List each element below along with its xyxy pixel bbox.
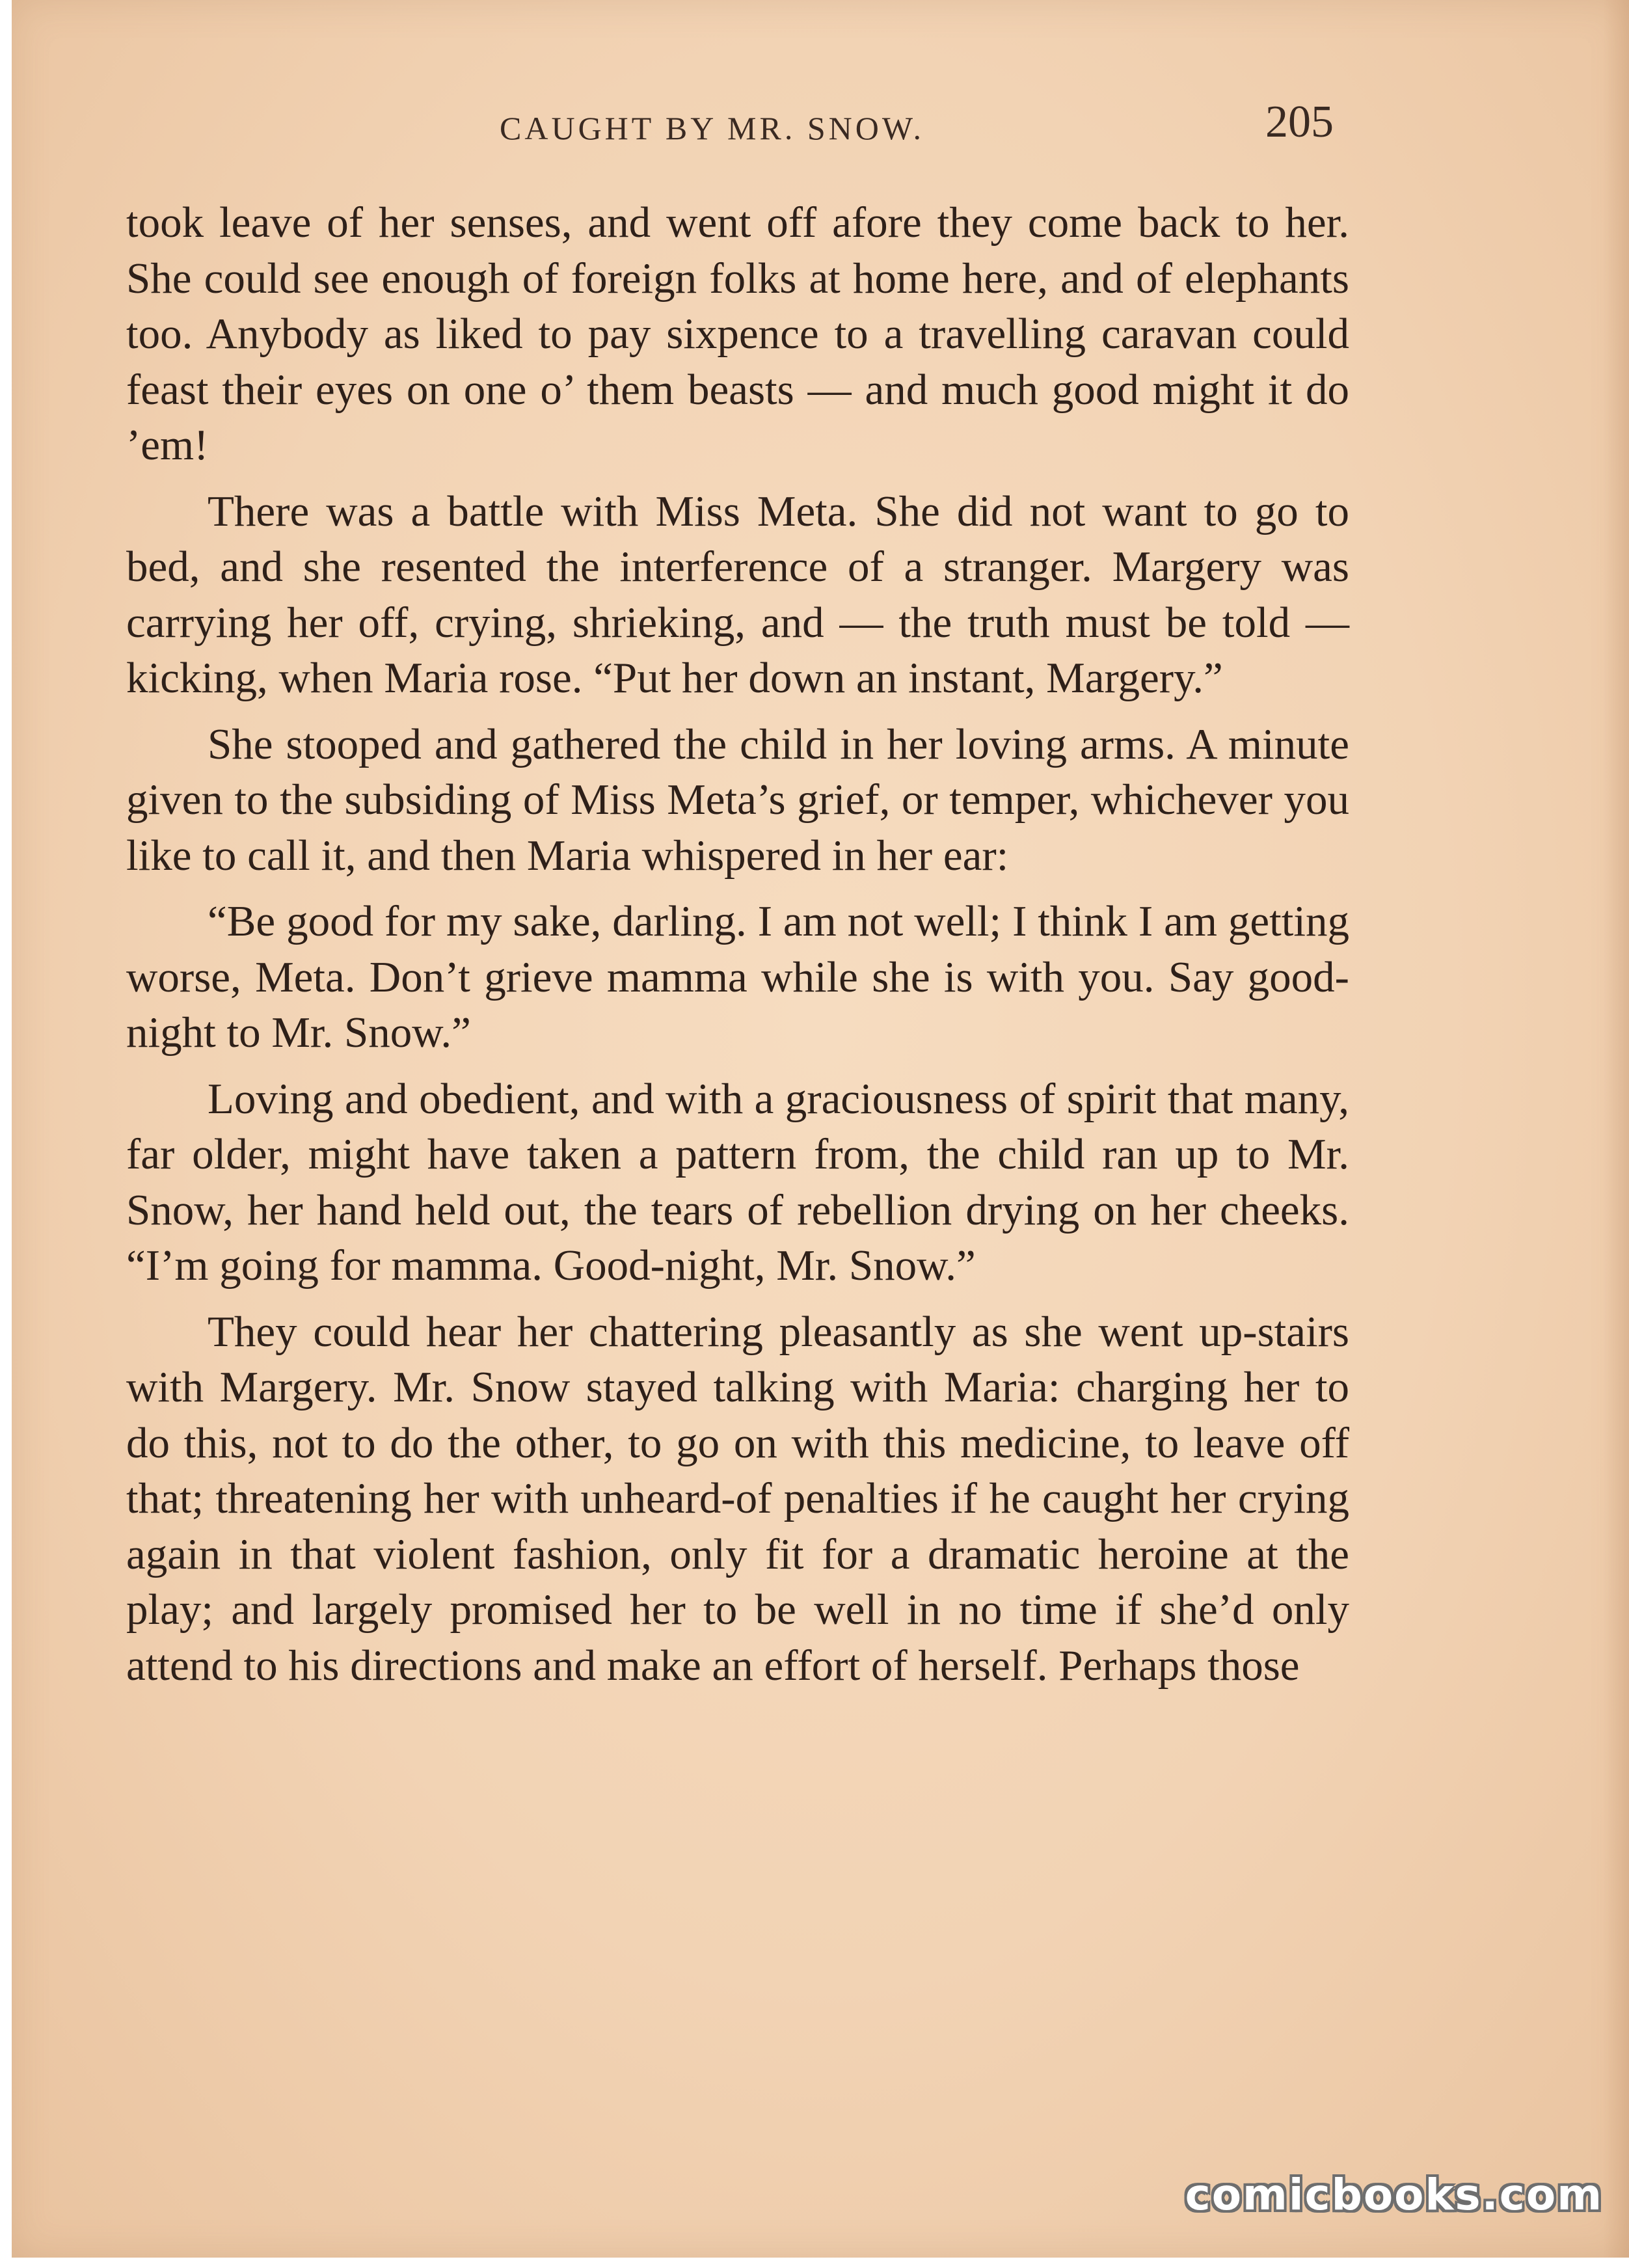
paragraph-3: She stooped and gathered the child in her loving arms. A minute given to the subsiding of Miss Meta’s grief, or temper, whichever you like to call it, and then Maria whispered in her ear: — [126, 720, 1349, 880]
watermark-logo: comicbooks.com — [1185, 2170, 1603, 2220]
running-head — [12, 96, 1629, 155]
running-title: CAUGHT BY MR. SNOW. — [500, 110, 924, 146]
body-text — [126, 195, 1349, 1704]
paragraph-1: took leave of her senses, and went off afore they come back to her. She could see enough of foreign folks at home here, and of elephants too. Anybody as liked to pay sixpence to a travelling caravan could feast their eyes on one o’ them beasts — and much good might it do ’em! — [126, 198, 1349, 469]
paragraph-4: “Be good for my sake, darling. I am not well; I think I am getting worse, Meta. Don’t grieve mamma while she is with you. Say good-night to Mr. Snow.” — [126, 897, 1349, 1057]
paragraph-2: There was a battle with Miss Meta. She did not want to go to bed, and she resented the interference of a stranger. Margery was carrying her off, crying, shrieking, and — the truth must be told — kicking, when Maria rose. “Put her down an instant, Margery.” — [126, 487, 1349, 702]
page-edge-shadow — [1603, 0, 1629, 2258]
book-page — [12, 0, 1629, 2258]
page-number: 205 — [1265, 97, 1334, 147]
paragraph-6: They could hear her chattering pleasantly as she went up-stairs with Margery. Mr. Snow stayed talking with Maria: charging her to do this, not to do the other, to go on with this medicine, to leave off that; threatening her with unheard-of penalties if he caught her crying again in that violent fashion, only fit for a dramatic heroine at the play; and largely promised her to be well in no time if she’d only attend to his directions and make an effort of herself. Perhaps those — [126, 1307, 1349, 1690]
paragraph-5: Loving and obedient, and with a graciousness of spirit that many, far older, might have taken a pattern from, the child ran up to Mr. Snow, her hand held out, the tears of rebellion drying on her cheeks. “I’m going for mamma. Good-night, Mr. Snow.” — [126, 1074, 1349, 1289]
